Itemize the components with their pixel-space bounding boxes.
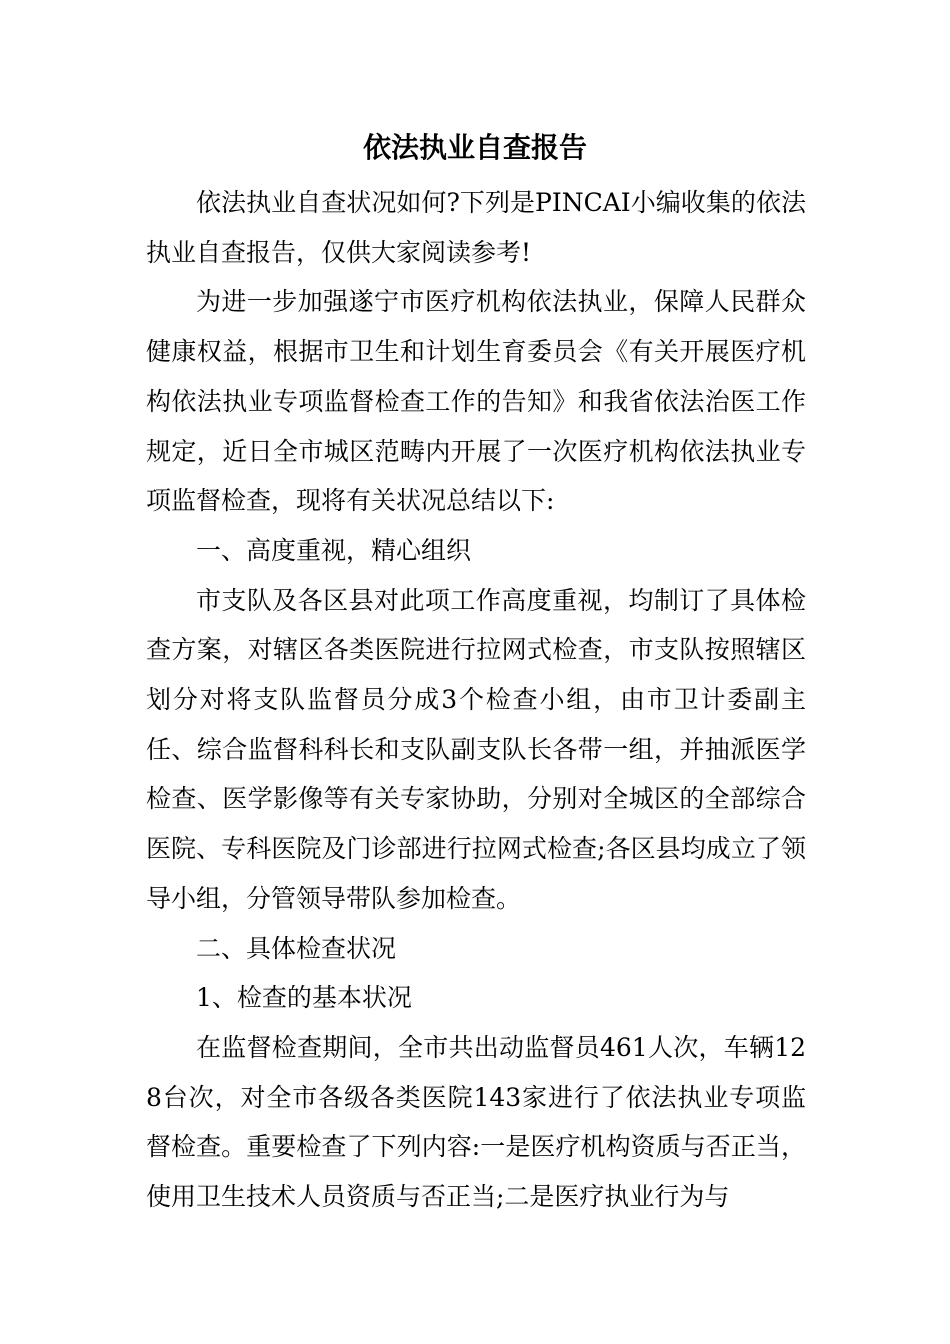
document-body [146, 178, 806, 1222]
background-paragraph: 为进一步加强遂宁市医疗机构依法执业，保障人民群众健康权益，根据市卫生和计划生育委员会《有关开展医疗机构依法执业专项监督检查工作的告知》和我省依法治医工作规定，近日全市城区范畴内开展了一次医疗机构依法执业专项监督检查，现将有关状况总结以下: [146, 287, 806, 516]
inspection-paragraph: 在监督检查期间，全市共出动监督员461人次，车辆128台次，对全市各级各类医院143家进行了依法执业专项监督检查。重要检查了下列内容:一是医疗机构资质与否正当，使用卫生技术人员资质与否正当;二是医疗执业行为与 [146, 1032, 806, 1212]
section-heading-1: 一、高度重视，精心组织 [196, 535, 472, 565]
subsection-heading-1: 1、检查的基本状况 [196, 983, 412, 1013]
document-title: 依法执业自查报告 [362, 131, 587, 164]
section-heading-2: 二、具体检查状况 [196, 933, 397, 963]
organization-paragraph: 市支队及各区县对此项工作高度重视，均制订了具体检查方案，对辖区各类医院进行拉网式检查，市支队按照辖区划分对将支队监督员分成3个检查小组，由市卫计委副主任、综合监督科科长和支队副支队长各带一组，并抽派医学检查、医学影像等有关专家协助，分别对全城区的全部综合医院、专科医院及门诊部进行拉网式检查;各区县均成立了领导小组，分管领导带队参加检查。 [146, 585, 806, 913]
intro-paragraph: 依法执业自查状况如何?下列是PINCAI小编收集的依法执业自查报告，仅供大家阅读参考! [146, 188, 806, 267]
